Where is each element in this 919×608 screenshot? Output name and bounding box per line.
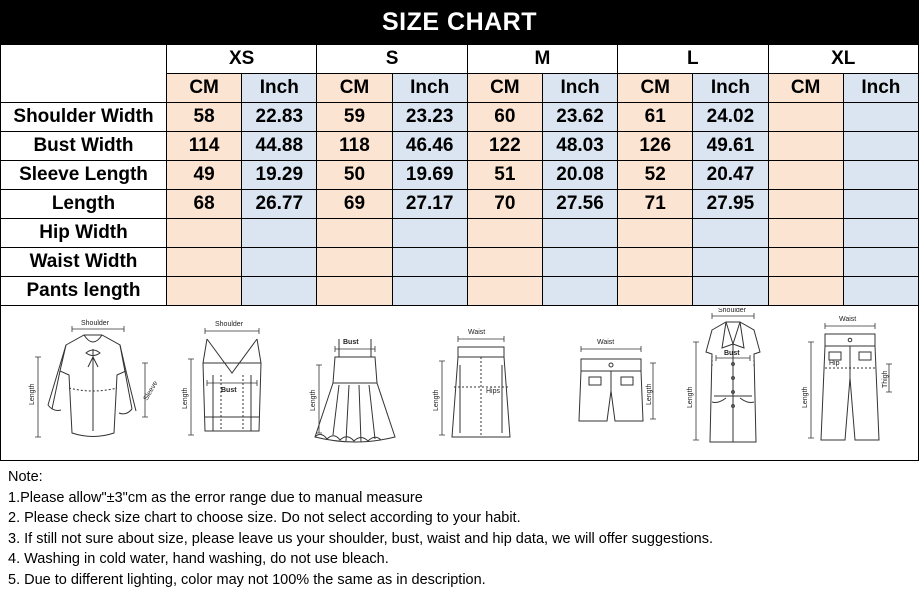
cell: 23.62 (542, 103, 617, 132)
cell (542, 219, 617, 248)
page-title-bar (0, 0, 919, 44)
cell (768, 219, 843, 248)
cell: 68 (167, 190, 242, 219)
skater-dress-figure-icon (301, 313, 411, 453)
unit-cm-m: CM (467, 74, 542, 103)
cell (843, 103, 918, 132)
cell (167, 219, 242, 248)
cell (167, 277, 242, 306)
size-header-m: M (467, 45, 617, 74)
cell (467, 248, 542, 277)
cell (693, 248, 768, 277)
unit-inch-m: Inch (542, 74, 617, 103)
cell: 126 (618, 132, 693, 161)
cell: 122 (467, 132, 542, 161)
note-line-5: 5. Due to different lighting, color may not 100% the same as in description. (8, 571, 486, 588)
cell (317, 248, 392, 277)
cell: 114 (167, 132, 242, 161)
size-header-s: S (317, 45, 467, 74)
cell (843, 248, 918, 277)
note-line-2: 2. Please check size chart to choose size. Do not select according to your habit. (8, 510, 521, 527)
cell (768, 132, 843, 161)
notes-section (0, 461, 919, 590)
table-row (1, 103, 919, 132)
cell: 27.95 (693, 190, 768, 219)
unit-cm-s: CM (317, 74, 392, 103)
cell (768, 103, 843, 132)
cell: 49.61 (693, 132, 768, 161)
cell (392, 219, 467, 248)
cell: 49 (167, 161, 242, 190)
cell: 52 (618, 161, 693, 190)
size-header-xl: XL (768, 45, 919, 74)
figure-label: Bust (342, 339, 359, 346)
cell (843, 190, 918, 219)
table-row (1, 277, 919, 306)
row-label-length: Length (1, 190, 167, 219)
figure-label: Waist (839, 316, 857, 323)
cell: 61 (618, 103, 693, 132)
cell: 60 (467, 103, 542, 132)
figure-label: Bust (723, 350, 740, 357)
cell (618, 219, 693, 248)
cell: 70 (467, 190, 542, 219)
cell (693, 277, 768, 306)
cell (167, 248, 242, 277)
cell: 69 (317, 190, 392, 219)
cell: 20.08 (542, 161, 617, 190)
figure-label: Length (646, 383, 654, 405)
cell (618, 248, 693, 277)
cell (467, 277, 542, 306)
corner-cell (1, 45, 167, 103)
page-title: SIZE CHART (382, 7, 537, 36)
cell: 19.29 (242, 161, 317, 190)
cell (843, 161, 918, 190)
cell (618, 277, 693, 306)
figure-label: Thigh (882, 370, 890, 388)
cell (392, 277, 467, 306)
figure-label: Length (182, 387, 190, 409)
unit-inch-xl: Inch (843, 74, 918, 103)
unit-cm-l: CM (618, 74, 693, 103)
unit-inch-xs: Inch (242, 74, 317, 103)
cell: 51 (467, 161, 542, 190)
figure-label: Shoulder (717, 308, 746, 314)
cell (843, 277, 918, 306)
cell: 26.77 (242, 190, 317, 219)
figure-label: Hips (486, 388, 501, 395)
figure-label: Shoulder (215, 321, 244, 328)
cell (843, 219, 918, 248)
figure-label: Bust (221, 387, 237, 394)
table-row (1, 161, 919, 190)
table-row (1, 190, 919, 219)
cell: 22.83 (242, 103, 317, 132)
cell: 27.56 (542, 190, 617, 219)
cell: 19.69 (392, 161, 467, 190)
unit-inch-s: Inch (392, 74, 467, 103)
figure-label: Shoulder (80, 320, 109, 327)
row-label-pants-length: Pants length (1, 277, 167, 306)
cell (768, 248, 843, 277)
cell: 50 (317, 161, 392, 190)
notes-heading: Note: (8, 469, 43, 485)
trousers-figure-icon (795, 308, 905, 458)
cell: 59 (317, 103, 392, 132)
row-label-bust-width: Bust Width (1, 132, 167, 161)
figure-label: Sleeve (142, 379, 160, 402)
cell (317, 219, 392, 248)
cell (768, 190, 843, 219)
unit-inch-l: Inch (693, 74, 768, 103)
table-row (1, 132, 919, 161)
cell (542, 277, 617, 306)
figure-label: Waist (468, 329, 486, 336)
cell: 20.47 (693, 161, 768, 190)
cell: 118 (317, 132, 392, 161)
size-header-xs: XS (167, 45, 317, 74)
cell (242, 277, 317, 306)
row-label-shoulder-width: Shoulder Width (1, 103, 167, 132)
cell: 71 (618, 190, 693, 219)
cell: 48.03 (542, 132, 617, 161)
cell: 24.02 (693, 103, 768, 132)
cell (768, 277, 843, 306)
long-coat-figure-icon (682, 308, 782, 458)
unit-cm-xs: CM (167, 74, 242, 103)
figure-label: Length (686, 386, 694, 408)
figure-label: Length (433, 389, 441, 411)
camisole-figure-icon (177, 313, 287, 453)
size-chart-table (0, 44, 919, 306)
cell: 46.46 (392, 132, 467, 161)
size-header-l: L (618, 45, 768, 74)
figure-label: Length (802, 386, 810, 408)
row-label-hip-width: Hip Width (1, 219, 167, 248)
row-label-sleeve-length: Sleeve Length (1, 161, 167, 190)
cell (392, 248, 467, 277)
note-line-4: 4. Washing in cold water, hand washing, do not use bleach. (8, 551, 389, 568)
figure-label: Length (28, 383, 36, 405)
skirt-figure-icon (424, 313, 539, 453)
cell (242, 248, 317, 277)
cell (242, 219, 317, 248)
cell: 44.88 (242, 132, 317, 161)
table-row (1, 248, 919, 277)
unit-cm-xl: CM (768, 74, 843, 103)
table-row (1, 219, 919, 248)
cell: 27.17 (392, 190, 467, 219)
cell: 23.23 (392, 103, 467, 132)
note-line-1: 1.Please allow"±3"cm as the error range due to manual measure (8, 489, 423, 506)
cell (768, 161, 843, 190)
cell (542, 248, 617, 277)
figure-label: Hip (829, 360, 840, 367)
shorts-figure-icon (553, 313, 668, 453)
figure-label: Length (309, 389, 317, 411)
table-row-sizes (1, 45, 919, 74)
cell (317, 277, 392, 306)
row-label-waist-width: Waist Width (1, 248, 167, 277)
note-line-3: 3. If still not sure about size, please leave us your shoulder, bust, waist and hip data, we will offer suggestions. (8, 530, 713, 547)
figure-label: Waist (597, 339, 615, 346)
cell (843, 132, 918, 161)
cell: 58 (167, 103, 242, 132)
cell (467, 219, 542, 248)
garment-illustrations (0, 306, 919, 461)
cell (693, 219, 768, 248)
blouse-figure-icon (14, 313, 164, 453)
